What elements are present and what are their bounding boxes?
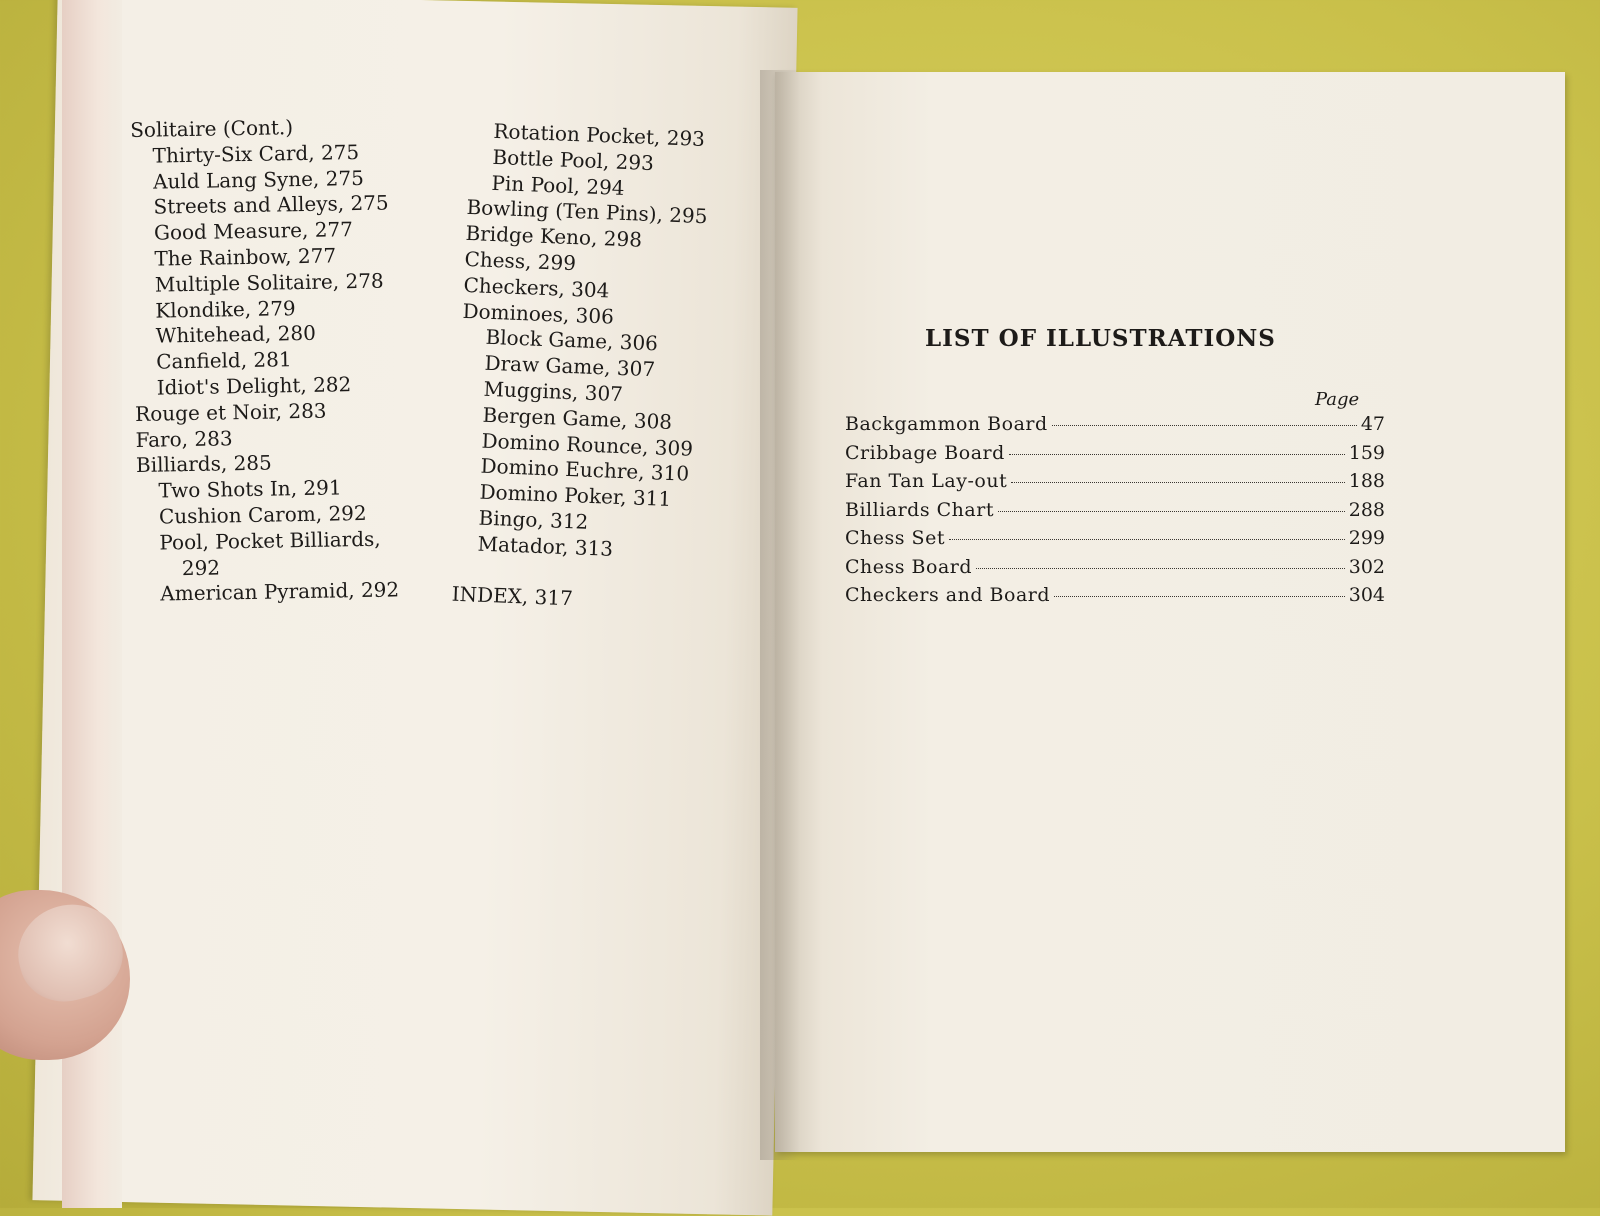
contents-entry: Domino Poker, 311 — [479, 479, 672, 512]
contents-entry: Thirty-Six Card, 275 — [152, 139, 360, 168]
illustration-row — [845, 556, 1385, 584]
illustration-row — [845, 499, 1385, 527]
page-column-header: Page — [1315, 389, 1360, 410]
contents-entry: Faro, 283 — [135, 425, 233, 452]
contents-entry: Solitaire (Cont.) — [130, 115, 294, 142]
left-book-page — [32, 0, 797, 1216]
leader-dots — [949, 539, 1345, 540]
illustration-row — [845, 527, 1385, 555]
contents-entry: INDEX, 317 — [451, 582, 574, 611]
book-gutter-shadow — [760, 70, 800, 1160]
contents-entry: Rouge et Noir, 283 — [134, 398, 327, 426]
contents-entry: Klondike, 279 — [155, 295, 296, 323]
contents-entry: Checkers, 304 — [463, 272, 610, 303]
contents-entry: Idiot's Delight, 282 — [156, 372, 352, 400]
leader-dots — [998, 511, 1345, 512]
contents-entry: Streets and Alleys, 275 — [153, 190, 389, 219]
contents-entry: Domino Rounce, 309 — [481, 428, 694, 461]
leader-dots — [976, 568, 1345, 569]
leader-dots — [1052, 425, 1357, 426]
contents-entry: Multiple Solitaire, 278 — [154, 268, 384, 297]
contents-entry: Muggins, 307 — [483, 376, 624, 407]
illustration-name: Checkers and Board — [845, 584, 1051, 606]
contents-entry: 292 — [181, 555, 221, 580]
contents-entry: Bergen Game, 308 — [482, 402, 673, 434]
illustration-row — [845, 584, 1385, 612]
illustrations-title: LIST OF ILLUSTRATIONS — [925, 325, 1276, 352]
contents-entry: Canfield, 281 — [156, 347, 292, 374]
contents-entry: Block Game, 306 — [485, 325, 659, 356]
illustration-page-number: 188 — [1348, 470, 1385, 492]
leader-dots — [1009, 454, 1345, 455]
illustration-row — [845, 413, 1385, 441]
contents-entry: Cushion Carom, 292 — [158, 500, 367, 529]
illustration-page-number: 159 — [1348, 441, 1385, 464]
contents-entry: Pin Pool, 294 — [491, 170, 626, 200]
contents-entry: Two Shots In, 291 — [158, 475, 342, 503]
contents-entry: The Rainbow, 277 — [154, 243, 337, 271]
illustration-row — [845, 470, 1385, 498]
contents-entry: Rotation Pocket, 293 — [493, 118, 706, 152]
illustration-page-number: 288 — [1348, 498, 1385, 521]
contents-entry: Bridge Keno, 298 — [465, 221, 643, 252]
illustration-name: Backgammon Board — [845, 413, 1048, 435]
contents-entry: Dominoes, 306 — [462, 298, 615, 329]
illustration-page-number: 302 — [1348, 555, 1385, 578]
right-book-page — [775, 72, 1565, 1152]
leader-dots — [1011, 482, 1345, 483]
illustration-row — [845, 442, 1385, 470]
leader-dots — [1054, 596, 1345, 597]
contents-entry: American Pyramid, 292 — [160, 577, 400, 606]
contents-entry: Matador, 313 — [477, 531, 614, 561]
contents-entry: Bowling (Ten Pins), 295 — [466, 195, 708, 229]
contents-entry: Bottle Pool, 293 — [492, 144, 655, 175]
illustration-page-number: 304 — [1348, 584, 1385, 606]
illustration-page-number: 299 — [1348, 527, 1385, 549]
contents-entry: Pool, Pocket Billiards, — [159, 526, 381, 555]
illustration-name: Billiards Chart — [845, 498, 994, 521]
contents-entry: Whitehead, 280 — [155, 321, 317, 348]
contents-entry: Billiards, 285 — [135, 450, 272, 478]
contents-entry: Domino Euchre, 310 — [480, 454, 690, 487]
contents-entry: Draw Game, 307 — [484, 350, 656, 382]
contents-entry: Good Measure, 277 — [153, 217, 354, 245]
illustration-name: Cribbage Board — [845, 441, 1005, 464]
contents-entry: Chess, 299 — [464, 246, 577, 276]
illustration-name: Chess Board — [845, 555, 973, 578]
illustration-name: Chess Set — [845, 527, 945, 549]
contents-entry: Bingo, 312 — [478, 505, 589, 534]
contents-entry: Auld Lang Syne, 275 — [152, 165, 365, 194]
illustration-name: Fan Tan Lay-out — [845, 470, 1008, 492]
illustration-page-number: 47 — [1360, 413, 1385, 435]
